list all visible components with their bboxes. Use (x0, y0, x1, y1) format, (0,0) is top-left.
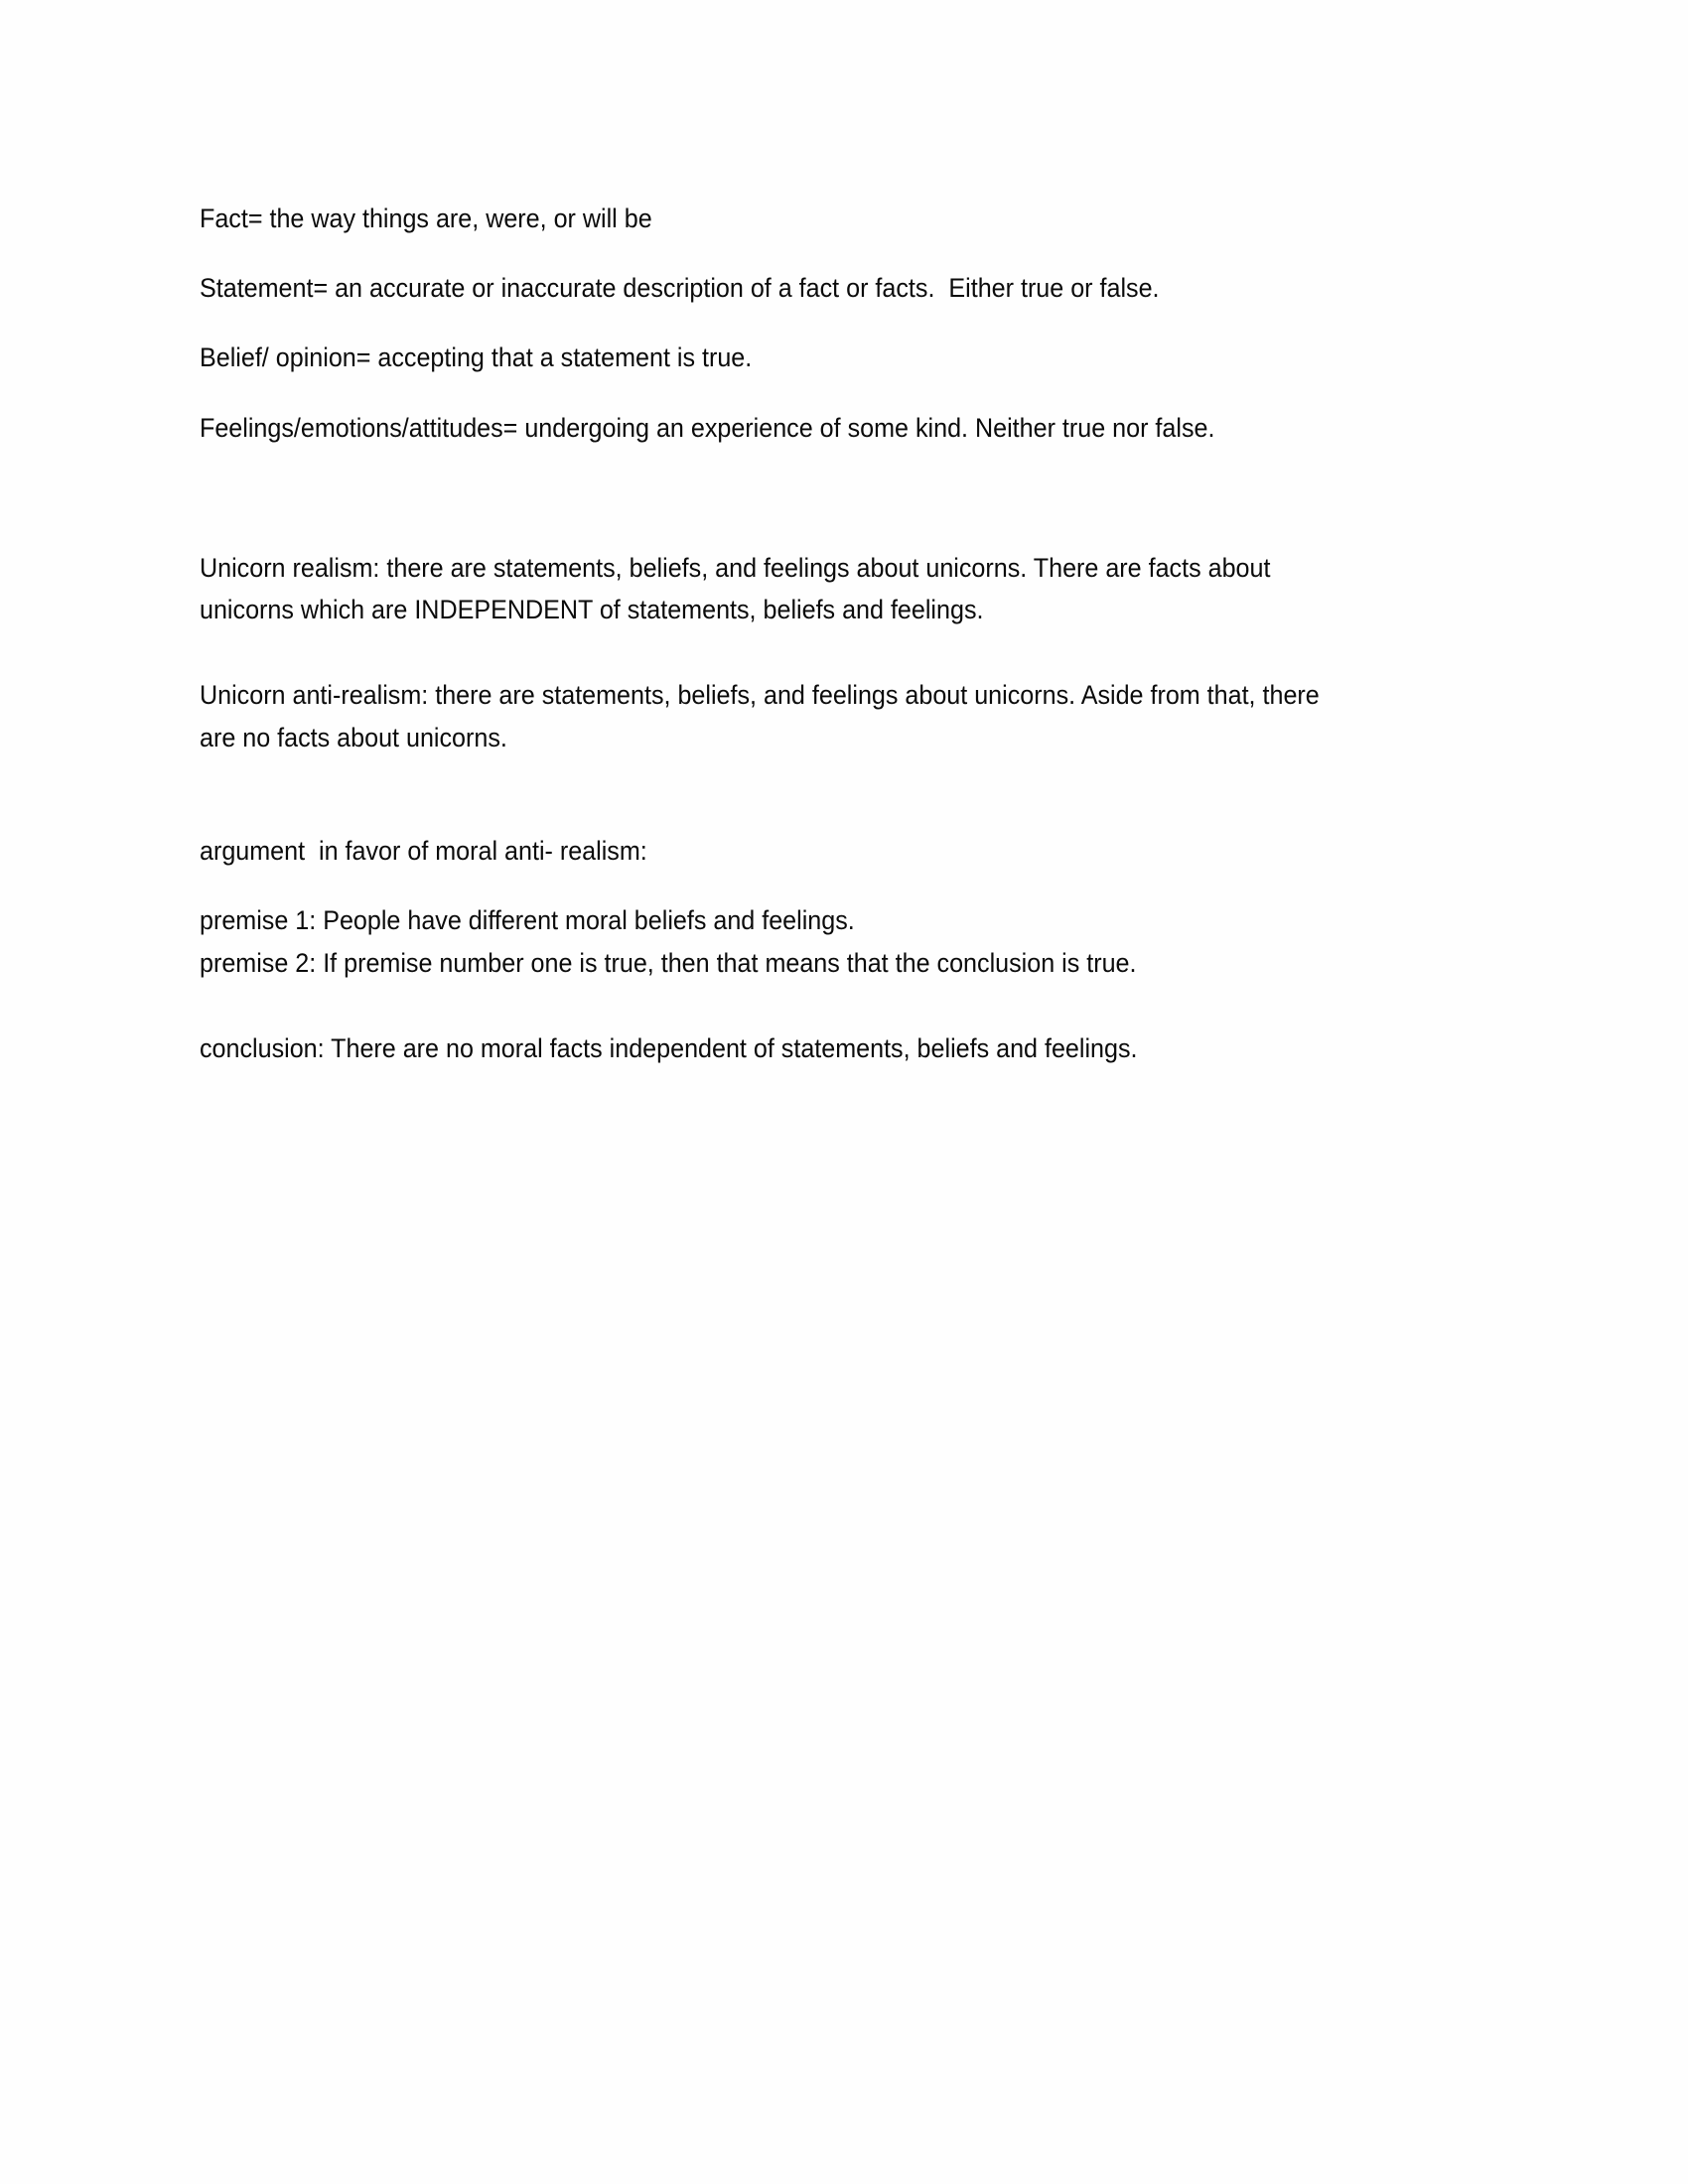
definition-fact: Fact= the way things are, were, or will be (200, 204, 652, 233)
definition-feelings: Feelings/emotions/attitudes= undergoing an experience of some kind. Neither true nor false. (200, 413, 1215, 443)
unicorn-anti-realism-line-2: are no facts about unicorns. (200, 723, 507, 752)
unicorn-realism-line-2: unicorns which are INDEPENDENT of statements, beliefs and feelings. (200, 595, 984, 624)
unicorn-realism-line-1: Unicorn realism: there are statements, beliefs, and feelings about unicorns. There are facts about (200, 553, 1271, 583)
premise-2: premise 2: If premise number one is true, then that means that the conclusion is true. (200, 948, 1137, 978)
definition-statement: Statement= an accurate or inaccurate description of a fact or facts. Either true or false. (200, 273, 1160, 303)
definition-belief: Belief/ opinion= accepting that a statement is true. (200, 342, 753, 372)
unicorn-anti-realism-line-1: Unicorn anti-realism: there are statements, beliefs, and feelings about unicorns. Aside from that, there (200, 680, 1320, 710)
premise-1: premise 1: People have different moral beliefs and feelings. (200, 905, 855, 935)
argument-heading: argument in favor of moral anti- realism: (200, 836, 647, 866)
argument-conclusion: conclusion: There are no moral facts independent of statements, beliefs and feelings. (200, 1033, 1138, 1063)
